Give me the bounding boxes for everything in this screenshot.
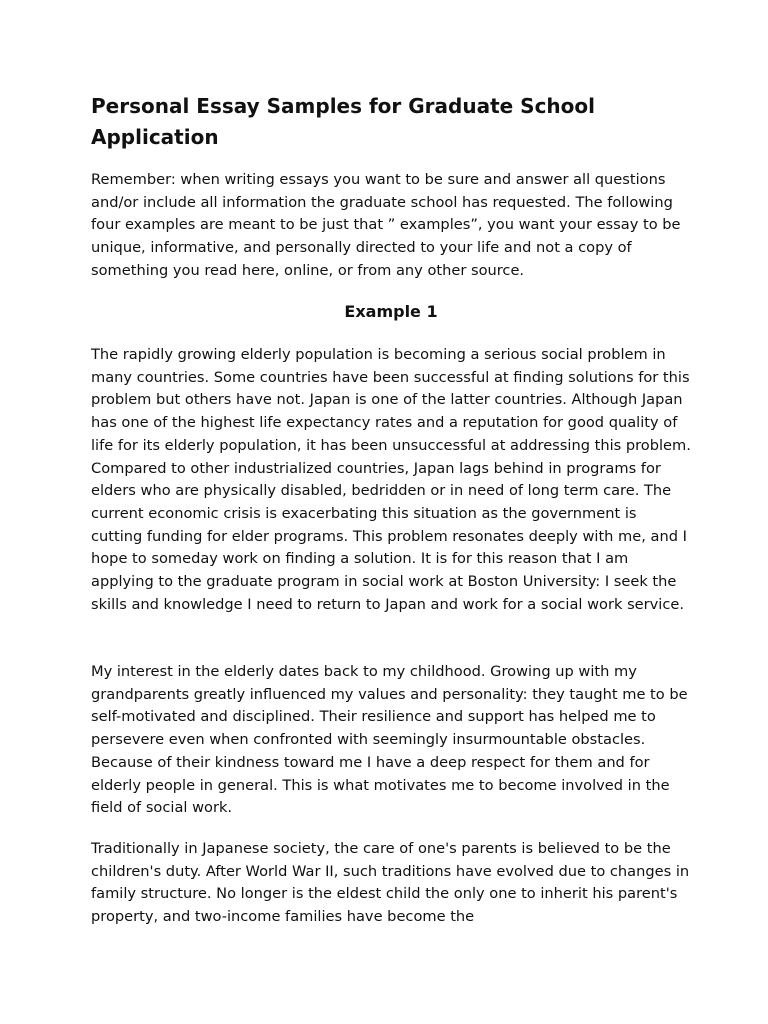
intro-paragraph: Remember: when writing essays you want to be sure and answer all questions and/or include all information the graduate school has requested. The following four examples are meant to be just that ” examples”, you want your essay to be unique, informative, and personally directed to your life and not a copy of something you read here, online, or from any other source. — [91, 171, 681, 279]
document-title: Personal Essay Samples for Graduate School Application — [91, 94, 595, 149]
body-paragraph: Traditionally in Japanese society, the care of one's parents is believed to be the children's duty. After World War II, such traditions have evolved due to changes in family structure. No longer is the eldest child the only one to inherit his parent's property, and two-income families have become the — [91, 840, 690, 926]
body-paragraph: The rapidly growing elderly population is becoming a serious social problem in many countries. Some countries have been successful at finding solutions for this problem but others have not. Japan is one of the latter countries. Although Japan has one of the highest life expectancy rates and a reputation for good quality of life for its elderly population, it has been unsuccessful at addressing this problem. Compared to other industrialized countries, Japan lags behind in programs for elders who are physically disabled, bedridden or in need of long term care. The current economic crisis is exacerbating this situation as the government is cutting funding for elder programs. This problem resonates deeply with me, and I hope to someday work on finding a solution. It is for this reason that I am applying to the graduate program in social work at Boston University: I seek the skills and knowledge I need to return to Japan and work for a social work service. — [91, 346, 691, 613]
body-paragraph: My interest in the elderly dates back to my childhood. Growing up with my grandparents greatly influenced my values and personality: they taught me to be self-motivated and disciplined. Their resilience and support has helped me to persevere even when confronted with seemingly insurmountable obstacles. Because of their kindness toward me I have a deep respect for them and for elderly people in general. This is what motivates me to become involved in the field of social work. — [91, 663, 688, 817]
example-heading: Example 1 — [344, 302, 438, 321]
